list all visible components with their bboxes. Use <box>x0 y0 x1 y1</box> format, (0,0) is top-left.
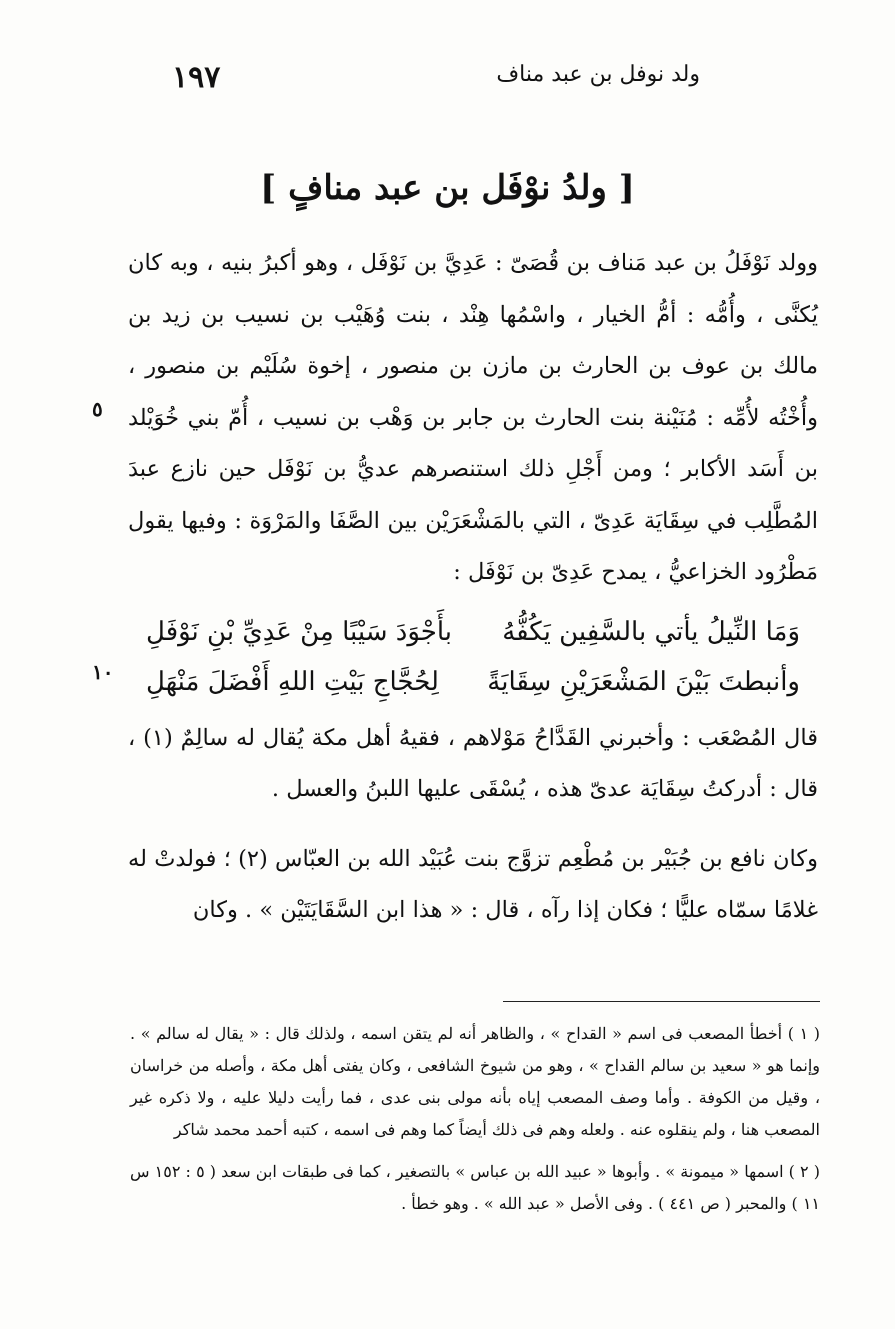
running-header <box>120 58 820 98</box>
verse-second-hemistich: لِحُجَّاجِ بَيْتِ اللهِ أَفْضَلَ مَنْهَلِ <box>146 666 439 697</box>
footnote: ( ١ ) أخطأ المصعب فى اسم « القداح » ، والظاهر أنه لم يتقن اسمه ، ولذلك قال : « يقال له سالم » . وإنما هو « سعيد بن سالم القداح » ، وهو من شيوخ الشافعى ، وكان يفتى أهل مكة ، وأصله من خراسان ، وقيل من الكوفة . وأما وصف المصعب إياه بأنه مولى بنى عدى ، فما رأيت دليلا عليه ، ولا ذكره غير المصعب هنا ، ولم ينقلوه عنه . ولعله وهم فى ذلك أيضاً كما وهم فى اسمه ، كتبه أحمد محمد شاكر <box>130 1024 821 1139</box>
verse-first-hemistich: وأنبطتَ بَيْنَ المَشْعَرَيْنِ سِقَايَةً <box>487 666 800 697</box>
poem-verse <box>128 657 818 707</box>
paragraph: قال المُصْعَب : وأخبرني القَدَّاحُ مَوْلاهم ، فقيهُ أهل مكة يُقال له سالِمٌ (١) ، قال : أدركتُ سِقَايَة عدىّ هذه ، يُسْقَى عليها اللبنُ والعسل . <box>128 724 818 802</box>
poem <box>128 607 818 707</box>
chapter-title: [ ولدُ نوْفَل بن عبد منافٍ ] <box>260 168 635 208</box>
footnote-separator <box>503 1001 820 1002</box>
paragraph: وكان نافع بن جُبَيْر بن مُطْعِم تزوَّج بنت عُبَيْد الله بن العبّاس (٢) ؛ فولدتْ له غلامًا سمّاه عليًّا ؛ فكان إذا رآه ، قال : « هذا ابن السَّقَايَتَيْن » . وكان <box>128 845 818 923</box>
line-number-10: ١٠ <box>92 660 114 684</box>
poem-verse <box>128 607 818 657</box>
page-number: ١٩٧ <box>172 60 221 95</box>
running-title: ولد نوفل بن عبد مناف <box>496 62 700 87</box>
main-text <box>128 238 818 937</box>
line-number-5: ٥ <box>92 397 103 421</box>
footnotes <box>130 1018 820 1230</box>
paragraph: وولد نَوْفَلُ بن عبد مَناف بن قُصَىّ : عَدِيَّ بن نَوْفَل ، وهو أكبرُ بنيه ، وبه كان يُكنَّى ، وأُمُّه : أمُّ الخيار ، واسْمُها هِنْد ، بنت وُهَيْب بن نسيب بن زيد بن مالك بن عوف بن الحارث بن مازن بن منصور ، إخوة سُلَيْم بن منصور ، وأُخْتُه لأُمِّه : مُنَيْنة بنت الحارث بن جابر بن وَهْب بن نسيب ، أُمّ بني خُوَيْلد بن أَسَد الأكابر ؛ ومن أَجْلِ ذلك استنصرهم عديُّ بن نَوْفَل حين نازع عبدَ المُطَّلِب في سِقَايَة عَدِىّ ، التي بالمَشْعَرَيْن بين الصَّفَا والمَرْوَة : وفيها يقول مَطْرُود الخزاعيُّ ، يمدح عَدِىّ بن نَوْفَل : <box>128 250 818 585</box>
verse-second-hemistich: بأَجْوَدَ سَيْبًا مِنْ عَدِيِّ بْنِ نَوْفَلِ <box>146 616 453 647</box>
footnote: ( ٢ ) اسمها « ميمونة » . وأبوها « عبيد الله بن عباس » بالتصغير ، كما فى طبقات ابن سعد ( ٥ : ١٥٢ س ١١ ) والمحبر ( ص ٤٤١ ) . وفى الأصل « عبد الله » . وهو خطأ . <box>130 1162 820 1213</box>
verse-first-hemistich: وَمَا النِّيلُ يأتي بالسَّفِين يَكُفُّهُ <box>502 616 800 647</box>
